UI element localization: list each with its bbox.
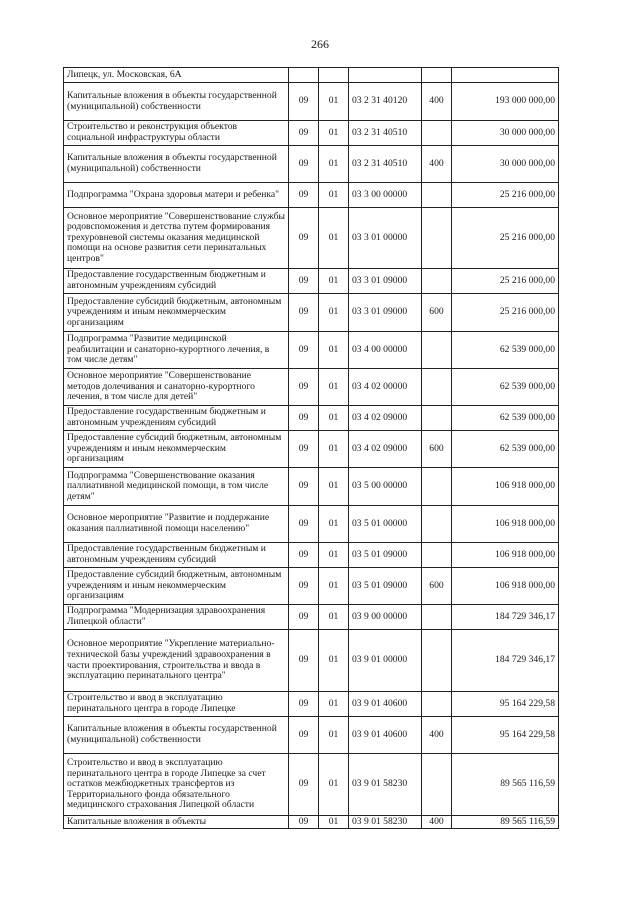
- subsection-code-cell: 01: [319, 605, 349, 630]
- target-article-cell: 03 5 01 00000: [349, 506, 422, 543]
- table-row: [64, 83, 559, 121]
- target-article-cell: 03 9 01 40600: [349, 717, 422, 754]
- target-article-cell: 03 2 31 40510: [349, 121, 422, 146]
- target-article-cell: 03 5 01 09000: [349, 543, 422, 568]
- subsection-code-cell: 01: [319, 146, 349, 183]
- amount-cell: 62 539 000,00: [452, 431, 559, 468]
- subsection-code-cell: 01: [319, 83, 349, 121]
- target-article-cell: 03 3 00 00000: [349, 183, 422, 208]
- amount-cell: 25 216 000,00: [452, 294, 559, 332]
- subsection-code-cell: 01: [319, 183, 349, 208]
- section-code-cell: 09: [289, 369, 319, 406]
- expense-type-cell: 600: [422, 294, 452, 332]
- table-row: [64, 68, 559, 83]
- subsection-code-cell: 01: [319, 692, 349, 717]
- expense-name-cell: Предоставление субсидий бюджетным, автономным учреждениям и иным некоммерческим организациям: [64, 431, 289, 468]
- expense-name-cell: Основное мероприятие "Совершенствование методов долечивания и санаторно-курортного лечения, в том числе для детей": [64, 369, 289, 406]
- subsection-code-cell: 01: [319, 468, 349, 506]
- budget-table: [63, 67, 559, 829]
- subsection-code-cell: 01: [319, 269, 349, 294]
- expense-type-cell: [422, 754, 452, 816]
- target-article-cell: 03 5 00 00000: [349, 468, 422, 506]
- section-code-cell: 09: [289, 332, 319, 369]
- section-code-cell: 09: [289, 121, 319, 146]
- expense-name-cell: Строительство и реконструкция объектов социальной инфраструктуры области: [64, 121, 289, 146]
- section-code-cell: 09: [289, 754, 319, 816]
- expense-type-cell: 600: [422, 568, 452, 605]
- table-row: [64, 754, 559, 816]
- expense-name-cell: Капитальные вложения в объекты государственной (муниципальной) собственности: [64, 83, 289, 121]
- target-article-cell: 03 5 01 09000: [349, 568, 422, 605]
- expense-name-cell: Основное мероприятие "Развитие и поддержание оказания паллиативной помощи населению": [64, 506, 289, 543]
- amount-cell: 184 729 346,17: [452, 630, 559, 692]
- section-code-cell: 09: [289, 568, 319, 605]
- subsection-code-cell: 01: [319, 332, 349, 369]
- expense-type-cell: [422, 630, 452, 692]
- subsection-code-cell: 01: [319, 406, 349, 431]
- section-code-cell: 09: [289, 208, 319, 269]
- section-code-cell: 09: [289, 816, 319, 829]
- section-code-cell: 09: [289, 630, 319, 692]
- expense-type-cell: [422, 121, 452, 146]
- table-row: [64, 332, 559, 369]
- section-code-cell: 09: [289, 294, 319, 332]
- amount-cell: 25 216 000,00: [452, 269, 559, 294]
- section-code-cell: 09: [289, 83, 319, 121]
- amount-cell: [452, 68, 559, 83]
- table-row: [64, 717, 559, 754]
- expense-type-cell: 400: [422, 146, 452, 183]
- table-row: [64, 506, 559, 543]
- table-row: [64, 630, 559, 692]
- target-article-cell: 03 4 02 00000: [349, 369, 422, 406]
- expense-type-cell: [422, 269, 452, 294]
- expense-type-cell: [422, 468, 452, 506]
- amount-cell: 106 918 000,00: [452, 543, 559, 568]
- expense-name-cell: Капитальные вложения в объекты государственной (муниципальной) собственности: [64, 717, 289, 754]
- expense-type-cell: 400: [422, 717, 452, 754]
- subsection-code-cell: 01: [319, 208, 349, 269]
- expense-name-cell: Подпрограмма "Совершенствование оказания паллиативной медицинской помощи, в том числе детям": [64, 468, 289, 506]
- page-number: 266: [311, 37, 329, 51]
- subsection-code-cell: 01: [319, 431, 349, 468]
- table-row: [64, 543, 559, 568]
- target-article-cell: 03 3 01 09000: [349, 294, 422, 332]
- expense-name-cell: Подпрограмма "Охрана здоровья матери и ребенка": [64, 183, 289, 208]
- budget-table-body: [64, 68, 559, 829]
- subsection-code-cell: 01: [319, 121, 349, 146]
- amount-cell: 95 164 229,58: [452, 692, 559, 717]
- expense-name-cell: Подпрограмма "Развитие медицинской реабилитации и санаторно-курортного лечения, в том числе детям": [64, 332, 289, 369]
- table-row: [64, 208, 559, 269]
- section-code-cell: 09: [289, 269, 319, 294]
- expense-type-cell: 400: [422, 83, 452, 121]
- amount-cell: 106 918 000,00: [452, 506, 559, 543]
- subsection-code-cell: 01: [319, 630, 349, 692]
- section-code-cell: [289, 68, 319, 83]
- target-article-cell: 03 4 00 00000: [349, 332, 422, 369]
- expense-name-cell: Капитальные вложения в объекты: [64, 816, 289, 829]
- section-code-cell: 09: [289, 543, 319, 568]
- expense-name-cell: Предоставление государственным бюджетным и автономным учреждениям субсидий: [64, 406, 289, 431]
- section-code-cell: 09: [289, 468, 319, 506]
- expense-name-cell: Основное мероприятие "Совершенствование службы родовспоможения и детства путем формирования трехуровневой системы оказания медицинской помощи на основе развития сети перинатальных центров": [64, 208, 289, 269]
- amount-cell: 106 918 000,00: [452, 568, 559, 605]
- section-code-cell: 09: [289, 431, 319, 468]
- expense-type-cell: [422, 369, 452, 406]
- target-article-cell: 03 9 01 58230: [349, 816, 422, 829]
- table-row: [64, 605, 559, 630]
- table-row: [64, 183, 559, 208]
- expense-type-cell: [422, 543, 452, 568]
- expense-name-cell: Предоставление государственным бюджетным и автономным учреждениям субсидий: [64, 269, 289, 294]
- expense-name-cell: Основное мероприятие "Укрепление материально-технической базы учреждений здравоохранения в части проектирования, строительства и ввода в эксплуатацию перинатального центра": [64, 630, 289, 692]
- target-article-cell: 03 3 01 00000: [349, 208, 422, 269]
- section-code-cell: 09: [289, 506, 319, 543]
- table-row: [64, 568, 559, 605]
- subsection-code-cell: 01: [319, 816, 349, 829]
- expense-name-cell: Предоставление государственным бюджетным и автономным учреждениям субсидий: [64, 543, 289, 568]
- section-code-cell: 09: [289, 183, 319, 208]
- expense-name-cell: Строительство и ввод в эксплуатацию перинатального центра в городе Липецке: [64, 692, 289, 717]
- amount-cell: 25 216 000,00: [452, 183, 559, 208]
- subsection-code-cell: 01: [319, 717, 349, 754]
- section-code-cell: 09: [289, 605, 319, 630]
- expense-type-cell: [422, 68, 452, 83]
- expense-type-cell: [422, 208, 452, 269]
- section-code-cell: 09: [289, 692, 319, 717]
- subsection-code-cell: 01: [319, 568, 349, 605]
- section-code-cell: 09: [289, 146, 319, 183]
- table-row: [64, 431, 559, 468]
- expense-type-cell: [422, 332, 452, 369]
- amount-cell: 30 000 000,00: [452, 121, 559, 146]
- target-article-cell: 03 4 02 09000: [349, 406, 422, 431]
- subsection-code-cell: 01: [319, 369, 349, 406]
- table-row: [64, 369, 559, 406]
- subsection-code-cell: [319, 68, 349, 83]
- section-code-cell: 09: [289, 406, 319, 431]
- table-row: [64, 406, 559, 431]
- subsection-code-cell: 01: [319, 543, 349, 568]
- target-article-cell: 03 9 01 00000: [349, 630, 422, 692]
- target-article-cell: [349, 68, 422, 83]
- expense-name-cell: Строительство и ввод в эксплуатацию перинатального центра в городе Липецке за счет остатков межбюджетных трансфертов из Территориального фонда обязательного медицинского страхования Липецкой области: [64, 754, 289, 816]
- target-article-cell: 03 2 31 40510: [349, 146, 422, 183]
- expense-type-cell: 600: [422, 431, 452, 468]
- target-article-cell: 03 9 00 00000: [349, 605, 422, 630]
- amount-cell: 25 216 000,00: [452, 208, 559, 269]
- section-code-cell: 09: [289, 717, 319, 754]
- subsection-code-cell: 01: [319, 506, 349, 543]
- expense-name-cell: Капитальные вложения в объекты государственной (муниципальной) собственности: [64, 146, 289, 183]
- target-article-cell: 03 2 31 40120: [349, 83, 422, 121]
- expense-name-cell: Липецк, ул. Московская, 6А: [64, 68, 289, 83]
- amount-cell: 95 164 229,58: [452, 717, 559, 754]
- expense-name-cell: Подпрограмма "Модернизация здравоохранения Липецкой области": [64, 605, 289, 630]
- expense-type-cell: [422, 692, 452, 717]
- amount-cell: 193 000 000,00: [452, 83, 559, 121]
- target-article-cell: 03 9 01 40600: [349, 692, 422, 717]
- table-row: [64, 692, 559, 717]
- expense-type-cell: [422, 183, 452, 208]
- amount-cell: 89 565 116,59: [452, 754, 559, 816]
- subsection-code-cell: 01: [319, 294, 349, 332]
- table-row: [64, 816, 559, 829]
- expense-name-cell: Предоставление субсидий бюджетным, автономным учреждениям и иным некоммерческим организациям: [64, 568, 289, 605]
- amount-cell: 89 565 116,59: [452, 816, 559, 829]
- table-row: [64, 121, 559, 146]
- expense-type-cell: [422, 605, 452, 630]
- target-article-cell: 03 3 01 09000: [349, 269, 422, 294]
- subsection-code-cell: 01: [319, 754, 349, 816]
- expense-type-cell: [422, 406, 452, 431]
- amount-cell: 30 000 000,00: [452, 146, 559, 183]
- amount-cell: 184 729 346,17: [452, 605, 559, 630]
- table-row: [64, 468, 559, 506]
- amount-cell: 106 918 000,00: [452, 468, 559, 506]
- amount-cell: 62 539 000,00: [452, 406, 559, 431]
- table-row: [64, 146, 559, 183]
- target-article-cell: 03 9 01 58230: [349, 754, 422, 816]
- target-article-cell: 03 4 02 09000: [349, 431, 422, 468]
- table-row: [64, 269, 559, 294]
- expense-type-cell: [422, 506, 452, 543]
- amount-cell: 62 539 000,00: [452, 332, 559, 369]
- expense-type-cell: 400: [422, 816, 452, 829]
- table-row: [64, 294, 559, 332]
- expense-name-cell: Предоставление субсидий бюджетным, автономным учреждениям и иным некоммерческим организациям: [64, 294, 289, 332]
- amount-cell: 62 539 000,00: [452, 369, 559, 406]
